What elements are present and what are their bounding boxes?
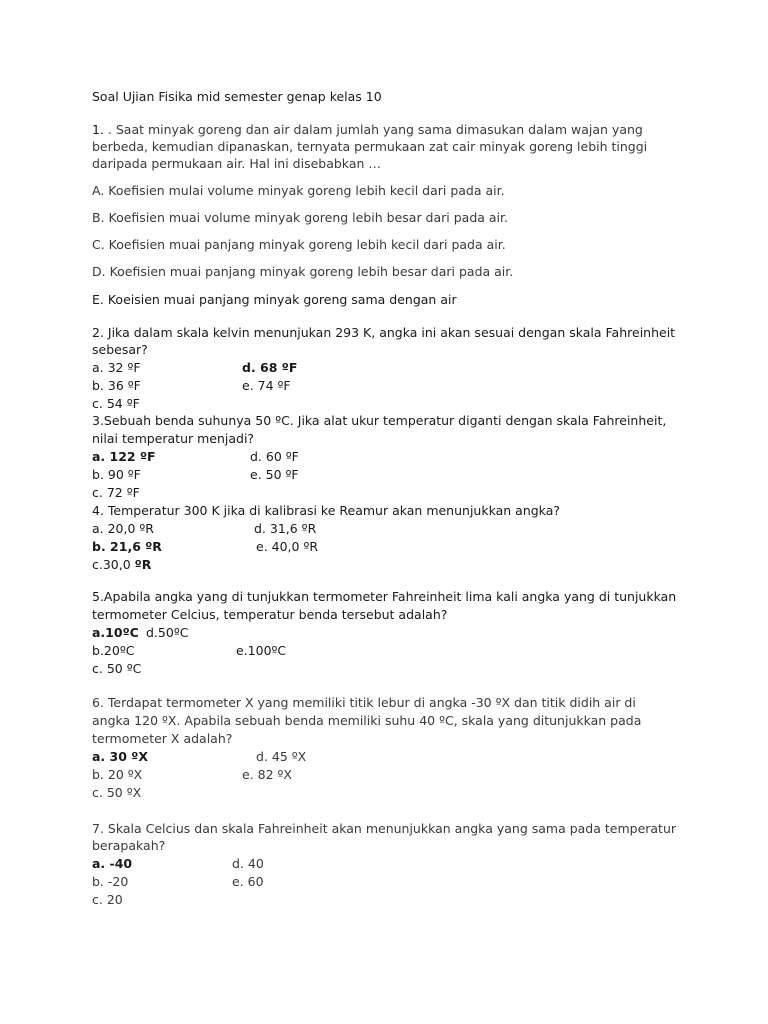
q2-option-c: c. 54 ºF <box>92 396 140 411</box>
q4-row-2 <box>92 538 319 556</box>
document-title: Soal Ujian Fisika mid semester genap kelas 10 <box>92 89 382 104</box>
q5-option-b: b.20ºC <box>92 643 135 658</box>
q3-option-e: e. 50 ºF <box>250 467 299 482</box>
q6-option-e: e. 82 ºX <box>242 767 292 782</box>
q7-option-e: e. 60 <box>232 874 264 889</box>
q7-row-2 <box>92 873 264 891</box>
q3-option-a: a. 122 ºF <box>92 449 156 464</box>
q4-option-c <box>92 556 151 574</box>
q6-option-a: a. 30 ºX <box>92 749 148 764</box>
q5-option-e: e.100ºC <box>236 643 287 658</box>
q2-line-2: sebesar? <box>92 342 148 357</box>
q2-option-a: a. 32 ºF <box>92 360 141 375</box>
q1-option-e: E. Koeisien muai panjang minyak goreng sama dengan air <box>92 292 457 307</box>
q2-line-1: 2. Jika dalam skala kelvin menunjukan 293 K, angka ini akan sesuai dengan skala Fahreinheit <box>92 325 676 340</box>
q7-option-d: d. 40 <box>232 856 264 871</box>
q4-line-1: 4. Temperatur 300 K jika di kalibrasi ke Reamur akan menunjukkan angka? <box>92 503 560 518</box>
q6-line-2: angka 120 ºX. Apabila sebuah benda memiliki suhu 40 ºC, skala yang ditunjukkan pada <box>92 713 642 728</box>
q2-row-1 <box>92 359 298 377</box>
q2-row-2 <box>92 377 291 395</box>
q7-line-1: 7. Skala Celcius dan skala Fahreinheit akan menunjukkan angka yang sama pada temperatur <box>92 821 677 836</box>
q6-option-d: d. 45 ºX <box>256 749 307 764</box>
q7-option-c: c. 20 <box>92 892 123 907</box>
q5-option-d: d.50ºC <box>146 625 189 640</box>
q5-option-c: c. 50 ºC <box>92 661 142 676</box>
q6-option-c: c. 50 ºX <box>92 785 142 800</box>
q2-option-d: d. 68 ºF <box>242 360 298 375</box>
q4-option-d: d. 31,6 ºR <box>254 521 317 536</box>
q4-option-b: b. 21,6 ºR <box>92 539 162 554</box>
q1-option-c: C. Koefisien muai panjang minyak goreng lebih kecil dari pada air. <box>92 237 506 252</box>
q3-line-1: 3.Sebuah benda suhunya 50 ºC. Jika alat ukur temperatur diganti dengan skala Fahreinheit, <box>92 413 667 428</box>
q2-option-e: e. 74 ºF <box>242 378 291 393</box>
q4-option-a: a. 20,0 ºR <box>92 521 154 536</box>
q3-option-d: d. 60 ºF <box>250 449 299 464</box>
q4-row-1 <box>92 520 317 538</box>
q2-option-b: b. 36 ºF <box>92 378 141 393</box>
q6-row-1 <box>92 748 307 766</box>
q6-option-b: b. 20 ºX <box>92 767 143 782</box>
q5-line-1: 5.Apabila angka yang di tunjukkan termometer Fahreinheit lima kali angka yang di tunjukkan <box>92 589 677 604</box>
q3-line-2: nilai temperatur menjadi? <box>92 431 255 446</box>
q3-option-c: c. 72 ºF <box>92 485 140 500</box>
q6-row-2 <box>92 766 292 784</box>
q4-option-e: e. 40,0 ºR <box>256 539 319 554</box>
q1-number: 1. <box>92 122 104 137</box>
q4-option-c-text: c.30,0 ºR <box>92 557 152 572</box>
q1-option-d: D. Koefisien muai panjang minyak goreng lebih besar dari pada air. <box>92 264 514 279</box>
q7-option-b: b. -20 <box>92 874 129 889</box>
q1-line-3: daripada permukaan air. Hal ini disebabkan … <box>92 156 381 171</box>
q1-option-a: A. Koefisien mulai volume minyak goreng lebih kecil dari pada air. <box>92 183 505 198</box>
q5-option-a: a.10ºC <box>92 625 139 640</box>
q1-option-b: B. Koefisien muai volume minyak goreng lebih besar dari pada air. <box>92 210 508 225</box>
q7-line-2: berapakah? <box>92 838 166 853</box>
q6-line-3: termometer X adalah? <box>92 731 233 746</box>
q3-option-b: b. 90 ºF <box>92 467 141 482</box>
q5-line-2: termometer Celcius, temperatur benda tersebut adalah? <box>92 607 448 622</box>
q3-row-1 <box>92 448 299 466</box>
q1-line-2: berbeda, kemudian dipanaskan, ternyata permukaan zat cair minyak goreng lebih tinggi <box>92 139 648 154</box>
q6-line-1: 6. Terdapat termometer X yang memiliki titik lebur di angka -30 ºX dan titik didih air di <box>92 695 636 710</box>
q1-line-1 <box>92 121 643 139</box>
q5-row-1 <box>92 624 189 642</box>
q7-row-1 <box>92 855 264 873</box>
q1-text-1: . Saat minyak goreng dan air dalam jumlah yang sama dimasukan dalam wajan yang <box>103 122 643 137</box>
q3-row-2 <box>92 466 299 484</box>
q7-option-a: a. -40 <box>92 856 133 871</box>
q5-row-2 <box>92 642 287 660</box>
